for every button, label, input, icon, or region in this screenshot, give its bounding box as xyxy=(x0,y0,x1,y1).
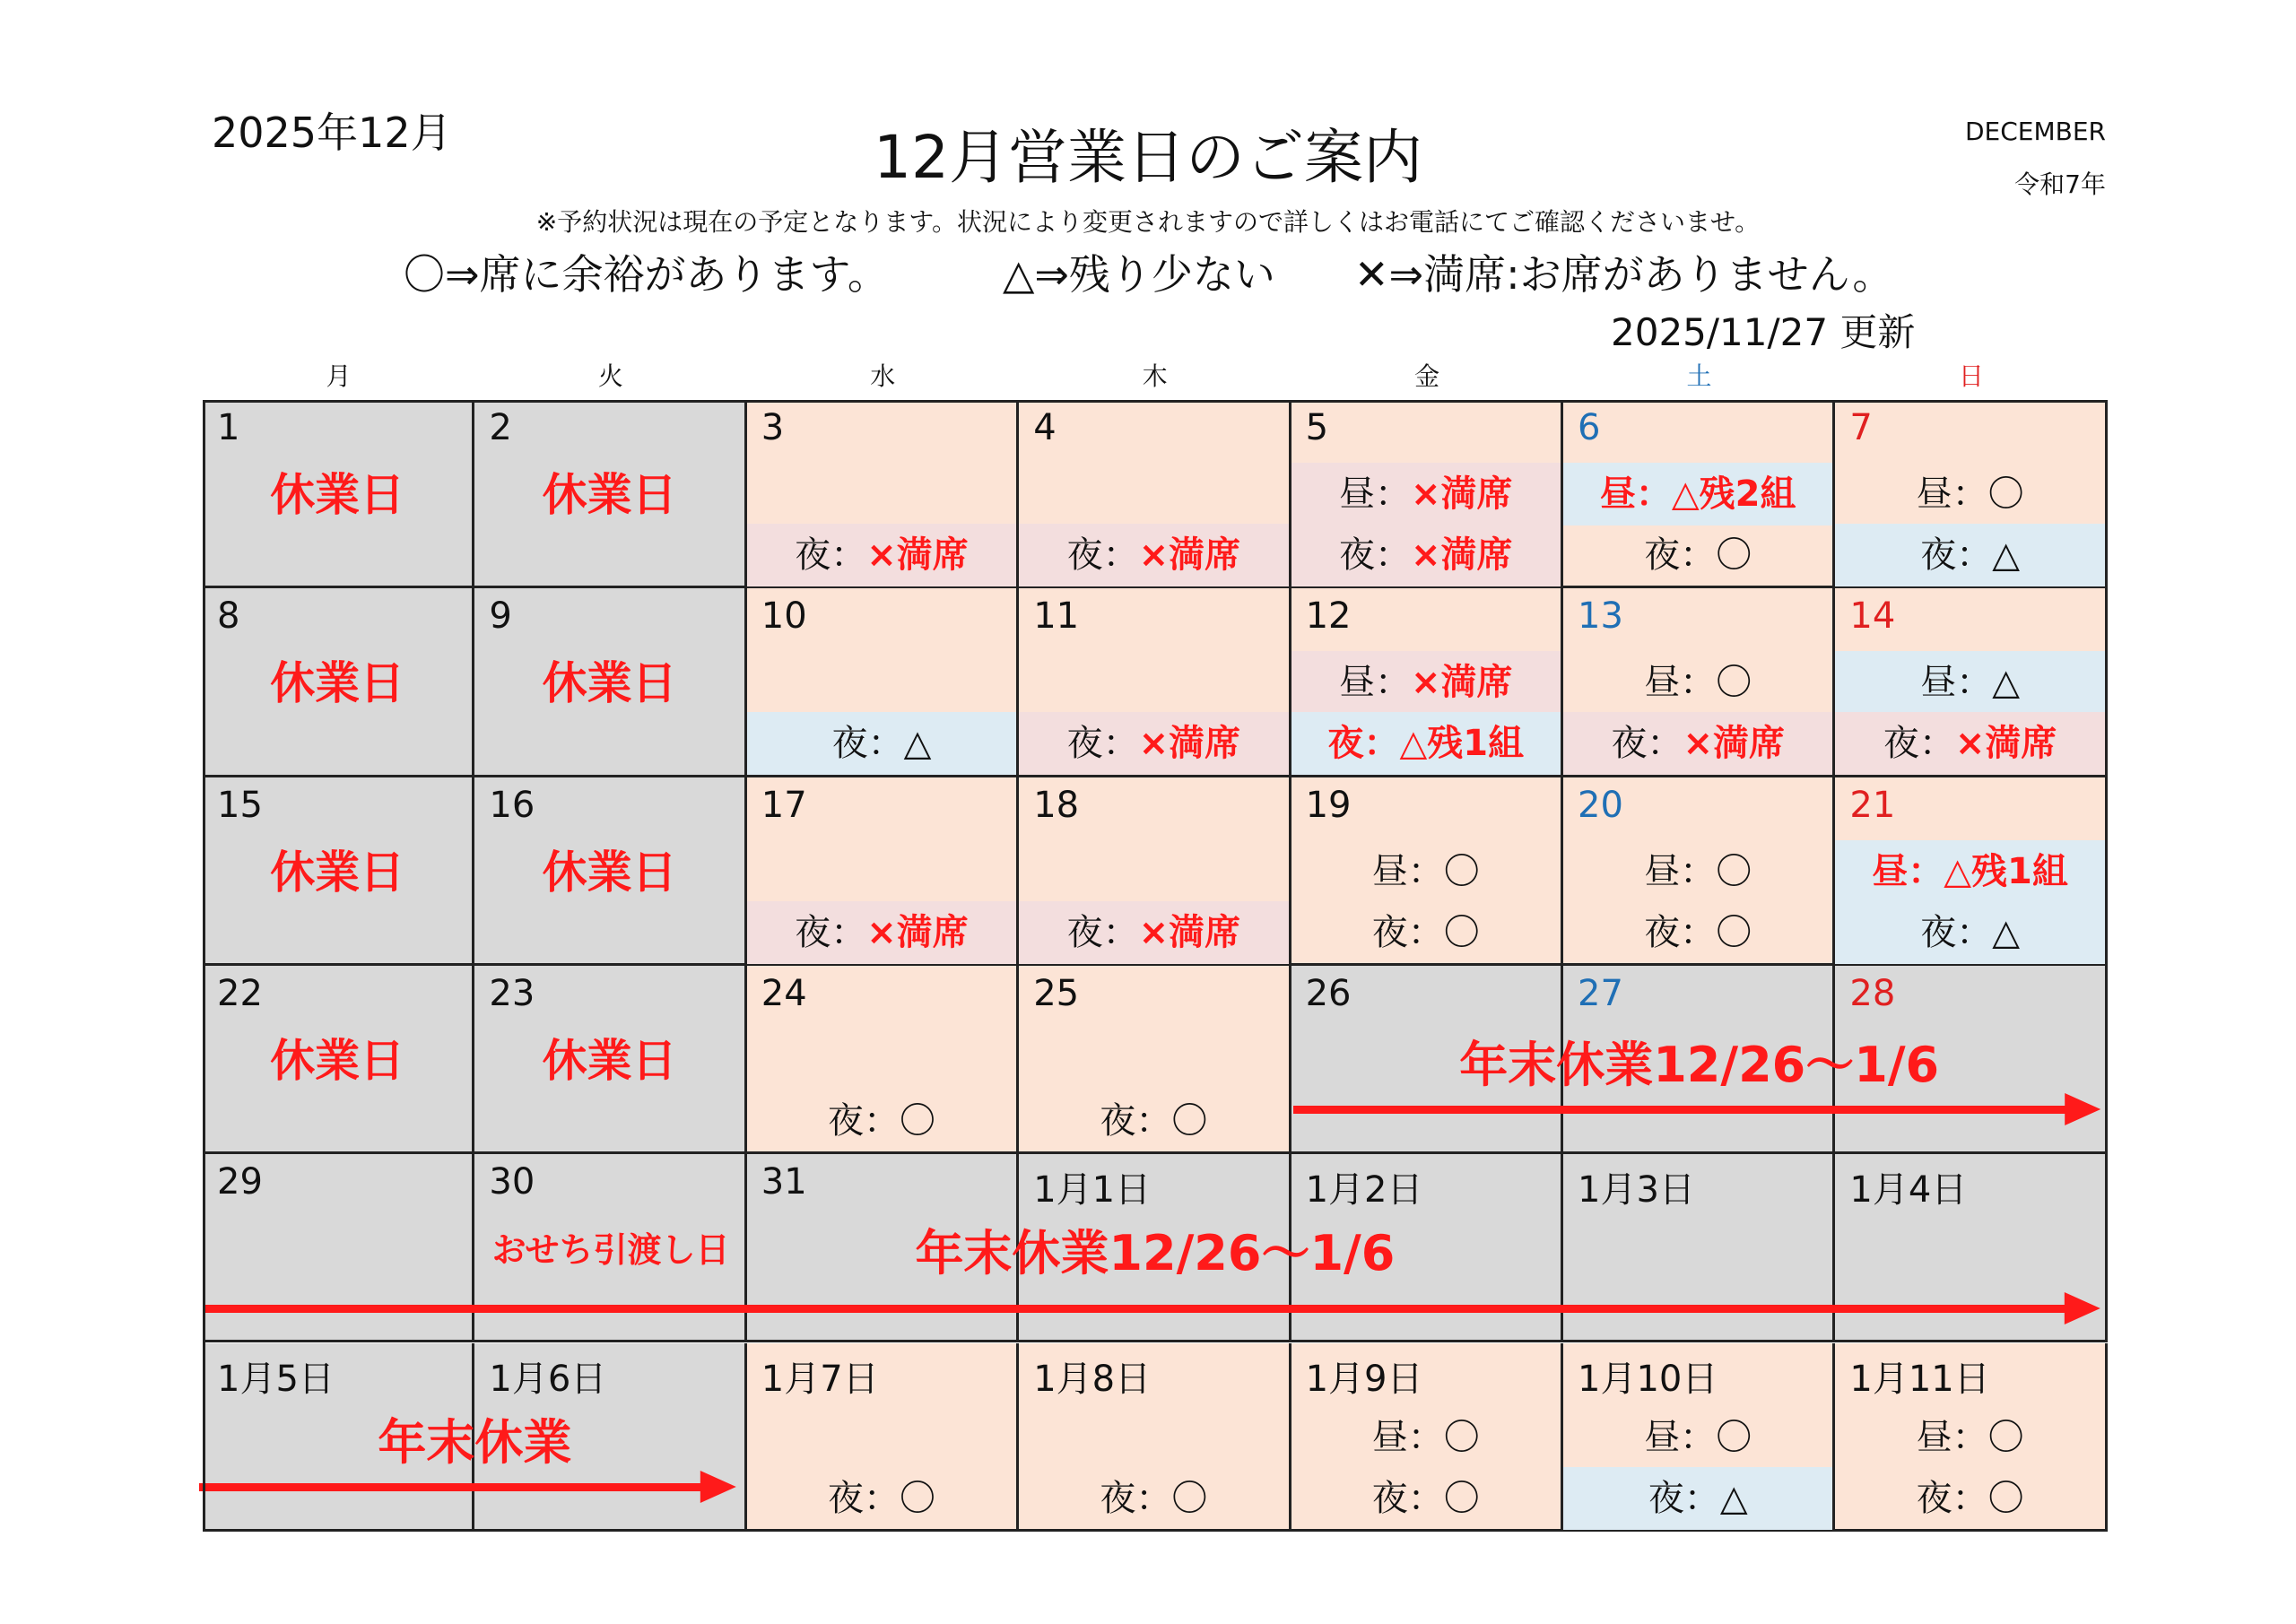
dinner-prefix: 夜： xyxy=(1883,723,1955,765)
availability-value: ×満席 xyxy=(1954,723,2057,765)
calendar-day-cell xyxy=(203,588,474,777)
lunch-slot xyxy=(1563,840,1832,903)
calendar-day-cell xyxy=(203,777,474,966)
day-number: 1 xyxy=(217,407,240,448)
availability-value: ×満席 xyxy=(1683,723,1785,765)
closure-period-arrow xyxy=(199,1469,745,1505)
calendar-day-cell xyxy=(474,588,746,777)
day-number: 2 xyxy=(489,407,512,448)
availability-value: ×満席 xyxy=(1138,911,1241,953)
dinner-slot xyxy=(1563,524,1832,586)
day-number: 1月7日 xyxy=(761,1358,879,1400)
calendar-day-cell xyxy=(1019,966,1291,1154)
calendar-day-cell xyxy=(1835,777,2107,966)
lunch-slot xyxy=(1835,1406,2104,1469)
calendar-day-cell xyxy=(1835,400,2107,588)
day-number: 29 xyxy=(217,1161,263,1203)
calendar-day-cell xyxy=(747,966,1019,1154)
availability-value: ×満席 xyxy=(1138,723,1241,765)
lunch-slot xyxy=(1835,651,2104,714)
availability-value: 〇 xyxy=(1443,1477,1480,1519)
day-number: 21 xyxy=(1849,784,1896,826)
year-month: 2025年12月 xyxy=(212,109,452,157)
day-number: 13 xyxy=(1578,595,1623,638)
calendar-day-cell xyxy=(203,400,474,588)
day-number: 1月8日 xyxy=(1033,1358,1152,1400)
dinner-prefix: 夜： xyxy=(1100,1477,1172,1519)
availability-value: 〇 xyxy=(1171,1477,1208,1519)
calendar-day-cell xyxy=(1019,588,1291,777)
weekday-label: 日 xyxy=(1958,361,1984,391)
dinner-slot xyxy=(1019,1467,1288,1530)
dinner-prefix: 夜： xyxy=(1916,1477,1988,1519)
calendar-day-cell xyxy=(1835,1343,2107,1532)
day-number: 15 xyxy=(217,784,263,826)
availability-value: 〇 xyxy=(1716,850,1752,892)
dinner-slot xyxy=(1019,524,1288,586)
availability-value: 〇 xyxy=(1716,534,1752,576)
availability-value: 〇 xyxy=(1987,1477,2024,1519)
calendar-day-cell xyxy=(1563,588,1835,777)
day-number: 3 xyxy=(761,407,785,448)
day-number: 6 xyxy=(1578,407,1601,448)
calendar-day-cell xyxy=(1292,400,1563,588)
day-number: 1月3日 xyxy=(1578,1169,1695,1211)
dinner-prefix: 夜： xyxy=(1371,911,1444,953)
availability-value: 〇 xyxy=(1987,1416,2024,1458)
closed-day-label: 休業日 xyxy=(270,1034,405,1087)
day-number: 30 xyxy=(489,1161,535,1203)
lunch-prefix: 昼： xyxy=(1916,473,1988,515)
dinner-prefix: 夜： xyxy=(831,723,904,765)
closed-day-label: 休業日 xyxy=(542,1034,677,1087)
day-number: 1月2日 xyxy=(1305,1169,1423,1211)
dinner-slot xyxy=(747,524,1016,586)
legend-full: ✕⇒満席:お席がありません。 xyxy=(1354,250,1894,299)
legend-few: △⇒残り少ない xyxy=(1003,250,1275,299)
weekday-label: 木 xyxy=(1142,361,1168,391)
day-number: 1月1日 xyxy=(1033,1169,1152,1211)
day-number: 1月4日 xyxy=(1849,1169,1968,1211)
lunch-slot xyxy=(1292,1406,1561,1469)
calendar-day-cell xyxy=(1292,1343,1563,1532)
lunch-slot xyxy=(1292,840,1561,903)
era-year: 令和7年 xyxy=(2014,169,2106,199)
closure-period-arrow xyxy=(204,1290,2109,1326)
calendar-day-cell xyxy=(747,777,1019,966)
calendar-day-cell xyxy=(1563,400,1835,588)
day-number: 4 xyxy=(1033,407,1057,448)
dinner-prefix: 夜： xyxy=(827,1477,900,1519)
availability-value: 〇 xyxy=(1443,850,1480,892)
availability-value: ×満席 xyxy=(1138,534,1241,576)
dinner-prefix: 夜： xyxy=(1100,1099,1172,1142)
dinner-prefix: 夜： xyxy=(795,911,867,953)
day-number: 16 xyxy=(489,784,535,826)
day-number: 25 xyxy=(1033,972,1080,1014)
day-number: 20 xyxy=(1578,784,1623,826)
osechi-pickup-label: おせち引渡し日 xyxy=(491,1230,730,1271)
availability-value: 〇 xyxy=(899,1099,935,1142)
reservation-notice: ※予約状況は現在の予定となります。状況により変更されますので詳しくはお電話にてご確認くださいませ。 xyxy=(535,207,1761,237)
weekday-label: 金 xyxy=(1414,361,1440,391)
calendar-day-cell xyxy=(747,1343,1019,1532)
closed-day-label: 休業日 xyxy=(542,846,677,899)
availability-value: △ xyxy=(1992,534,2020,576)
closed-day-label: 休業日 xyxy=(270,469,405,521)
day-number: 27 xyxy=(1578,972,1623,1014)
calendar-day-cell xyxy=(474,966,746,1154)
day-number: 11 xyxy=(1033,595,1080,638)
dinner-prefix: 夜： xyxy=(1920,534,1993,576)
weekday-label: 火 xyxy=(597,361,623,391)
day-number: 1月9日 xyxy=(1305,1358,1423,1400)
calendar-day-cell xyxy=(1563,777,1835,966)
availability-value: 〇 xyxy=(1987,473,2024,515)
day-number: 1月6日 xyxy=(489,1358,607,1400)
dinner-slot xyxy=(1835,1467,2104,1530)
dinner-slot xyxy=(1563,901,1832,964)
availability-value: 〇 xyxy=(899,1477,935,1519)
lunch-slot xyxy=(1563,651,1832,714)
dinner-prefix: 夜： xyxy=(1644,534,1717,576)
legend-available: 〇⇒席に余裕があります。 xyxy=(404,250,889,299)
year-end-closure-banner: 年末休業12/26～1/6 xyxy=(1459,1036,1940,1093)
dinner-slot xyxy=(1019,712,1288,775)
year-end-closure-banner: 年末休業12/26～1/6 xyxy=(915,1225,1396,1282)
lunch-prefix: 昼： xyxy=(1644,850,1717,892)
closure-period-arrow xyxy=(1293,1091,2109,1127)
availability-value: 〇 xyxy=(1716,1416,1752,1458)
day-number: 31 xyxy=(761,1161,807,1203)
lunch-slot: 昼：△残2組 xyxy=(1563,463,1832,525)
availability-value: △ xyxy=(1992,662,2020,704)
calendar-day-cell xyxy=(747,588,1019,777)
calendar-day-cell xyxy=(1292,588,1563,777)
dinner-slot xyxy=(1292,524,1561,586)
dinner-prefix: 夜： xyxy=(795,534,867,576)
calendar-day-cell xyxy=(1563,1343,1835,1532)
dinner-slot xyxy=(747,712,1016,775)
availability-value: 〇 xyxy=(1171,1099,1208,1142)
availability-value: ×満席 xyxy=(1411,662,1513,704)
weekday-label: 水 xyxy=(870,361,896,391)
day-number: 18 xyxy=(1033,784,1080,826)
lunch-prefix: 昼： xyxy=(1644,1416,1717,1458)
lunch-prefix: 昼： xyxy=(1920,662,1993,704)
day-number: 5 xyxy=(1305,407,1329,448)
day-number: 28 xyxy=(1849,972,1896,1014)
updated-date: 2025/11/27 更新 xyxy=(1611,310,1916,354)
dinner-prefix: 夜： xyxy=(1644,911,1717,953)
day-number: 19 xyxy=(1305,784,1352,826)
availability-value: 〇 xyxy=(1443,1416,1480,1458)
day-number: 8 xyxy=(217,595,240,638)
year-end-closure-banner: 年末休業 xyxy=(378,1413,572,1471)
day-number: 14 xyxy=(1849,595,1896,638)
calendar-day-cell xyxy=(474,777,746,966)
dinner-slot xyxy=(1835,901,2104,964)
calendar-day-cell xyxy=(747,400,1019,588)
availability-value: ×満席 xyxy=(1411,473,1513,515)
day-number: 9 xyxy=(489,595,512,638)
day-number: 24 xyxy=(761,972,807,1014)
weekday-label: 月 xyxy=(326,361,352,391)
day-number: 22 xyxy=(217,972,263,1014)
day-number: 12 xyxy=(1305,595,1352,638)
page-title: 12月営業日のご案内 xyxy=(874,123,1422,192)
calendar-day-cell xyxy=(474,400,746,588)
dinner-prefix: 夜： xyxy=(1066,911,1139,953)
lunch-slot xyxy=(1292,651,1561,714)
dinner-slot xyxy=(1292,1467,1561,1530)
closed-day-label: 休業日 xyxy=(542,469,677,521)
availability-value: 〇 xyxy=(1443,911,1480,953)
dinner-slot xyxy=(1292,901,1561,964)
calendar-day-cell xyxy=(1019,1343,1291,1532)
day-number: 1月5日 xyxy=(217,1358,335,1400)
lunch-slot xyxy=(1835,463,2104,525)
closed-day-label: 休業日 xyxy=(270,846,405,899)
lunch-prefix: 昼： xyxy=(1371,850,1444,892)
lunch-prefix: 昼： xyxy=(1339,473,1412,515)
dinner-slot xyxy=(1835,712,2104,775)
dinner-slot xyxy=(747,901,1016,964)
lunch-prefix: 昼： xyxy=(1371,1416,1444,1458)
availability-value: ×満席 xyxy=(1411,534,1513,576)
calendar-day-cell xyxy=(1019,777,1291,966)
day-number: 1月11日 xyxy=(1849,1358,1990,1400)
dinner-slot: 夜：△残1組 xyxy=(1292,712,1561,775)
availability-value: △ xyxy=(903,723,932,765)
closed-day-label: 休業日 xyxy=(270,657,405,710)
dinner-prefix: 夜： xyxy=(1066,534,1139,576)
closed-day-label: 休業日 xyxy=(542,657,677,710)
availability-value: △ xyxy=(1992,911,2020,953)
lunch-slot: 昼：△残1組 xyxy=(1835,840,2104,903)
day-number: 1月10日 xyxy=(1578,1358,1718,1400)
calendar-day-cell xyxy=(1019,400,1291,588)
dinner-prefix: 夜： xyxy=(1920,911,1993,953)
english-month: DECEMBER xyxy=(1964,117,2106,146)
day-number: 7 xyxy=(1849,407,1873,448)
day-number: 23 xyxy=(489,972,535,1014)
lunch-prefix: 昼： xyxy=(1339,662,1412,704)
lunch-slot xyxy=(1292,463,1561,525)
dinner-slot xyxy=(747,1467,1016,1530)
day-number: 10 xyxy=(761,595,807,638)
lunch-prefix: 昼： xyxy=(1644,662,1717,704)
availability-value: ×満席 xyxy=(866,534,969,576)
availability-value: 〇 xyxy=(1716,662,1752,704)
calendar-day-cell xyxy=(203,966,474,1154)
day-number: 26 xyxy=(1305,972,1352,1014)
availability-value: ×満席 xyxy=(866,911,969,953)
dinner-slot xyxy=(1563,712,1832,775)
dinner-prefix: 夜： xyxy=(1066,723,1139,765)
weekday-header xyxy=(203,357,2108,396)
weekday-label: 土 xyxy=(1686,361,1712,391)
dinner-slot xyxy=(1019,1090,1288,1152)
dinner-slot xyxy=(1563,1467,1832,1530)
availability-value: △ xyxy=(1719,1477,1748,1519)
dinner-prefix: 夜： xyxy=(1611,723,1683,765)
dinner-slot xyxy=(747,1090,1016,1152)
calendar-day-cell xyxy=(1835,588,2107,777)
day-number: 17 xyxy=(761,784,807,826)
lunch-slot xyxy=(1563,1406,1832,1469)
dinner-prefix: 夜： xyxy=(1371,1477,1444,1519)
availability-value: 〇 xyxy=(1716,911,1752,953)
dinner-slot xyxy=(1835,524,2104,586)
calendar-day-cell xyxy=(1292,777,1563,966)
dinner-prefix: 夜： xyxy=(827,1099,900,1142)
dinner-prefix: 夜： xyxy=(1339,534,1412,576)
dinner-prefix: 夜： xyxy=(1648,1477,1720,1519)
lunch-prefix: 昼： xyxy=(1916,1416,1988,1458)
calendar-grid xyxy=(203,400,2108,1532)
dinner-slot xyxy=(1019,901,1288,964)
